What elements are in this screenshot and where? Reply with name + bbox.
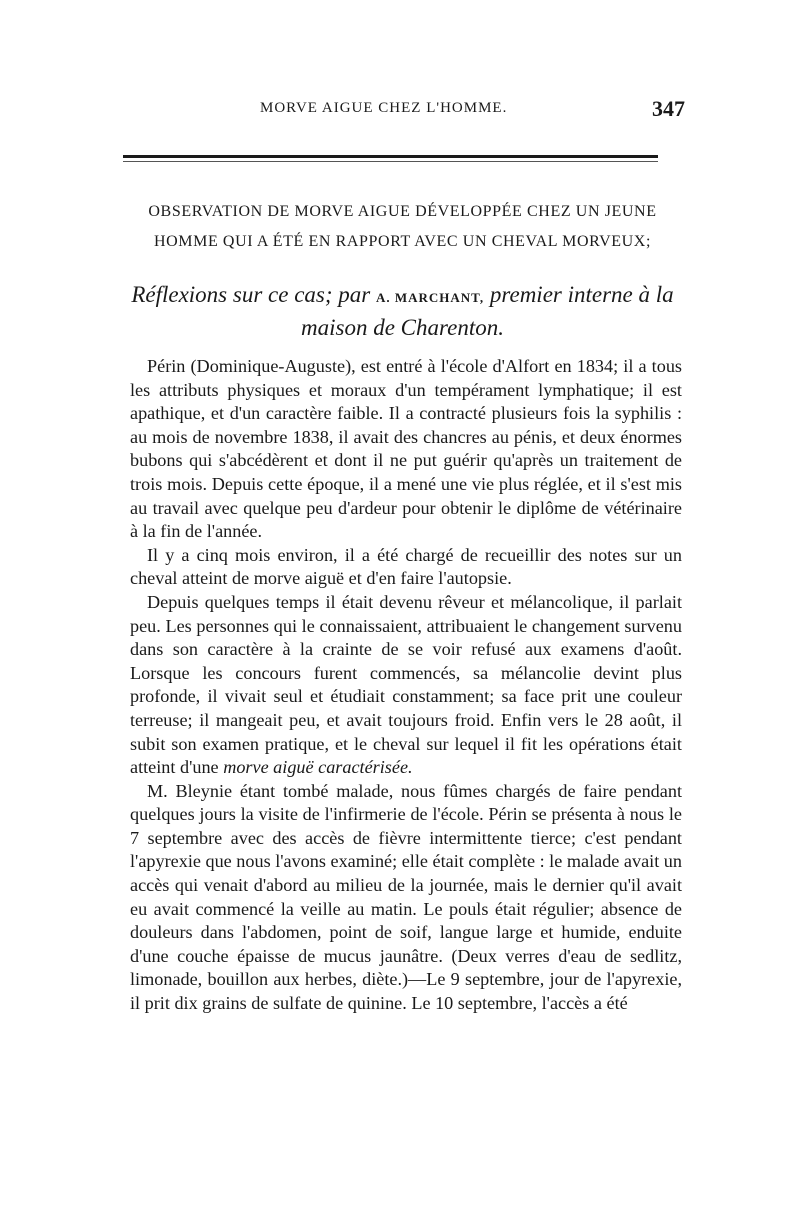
byline-prefix: Réflexions sur ce cas; par [131,282,371,307]
paragraph: Périn (Dominique-Auguste), est entré à l'école d'Alfort en 1834; il a tous les attributs physiques et moraux d'un tempérament lymphatique; il est apathique, et d'un caractère faible. Il a contracté plusieurs fois la syphilis : au mois de novembre 1838, il avait des chancres au pénis, et deux énormes bubons qui s'abcédèrent et dont il ne put guérir qu'après un traitement de trois mois. Depuis cette époque, il a mené une vie plus réglée, et il s'est mis au travail avec quelque peu d'ardeur pour obtenir le diplôme de vétérinaire à la fin de l'année. [130,356,682,542]
running-title: MORVE AIGUE CHEZ L'HOMME. [260,100,508,116]
header-rule-thin [123,161,658,162]
byline [125,280,680,343]
body-text [130,355,682,1016]
paragraph [130,591,682,780]
header-rule-thick [123,155,658,158]
paragraph: Il y a cinq mois environ, il a été chargé de recueillir des notes sur un cheval atteint de morve aiguë et d'en faire l'autopsie. [130,544,682,589]
byline-suffix: premier interne à la maison de Charenton. [301,282,674,340]
running-head [125,96,685,124]
paragraph-text: Depuis quelques temps il était devenu rêveur et mélancolique, il parlait peu. Les personnes qui le connaissaient, attribuaient le changement survenu dans son caractère à la crainte de se voir refusé aux examens d'août. Lorsque les concours furent commencés, sa mélancolie devint plus profonde, il vivait seul et étudiait constamment; sa face prit une couleur terreuse; il mangeait peu, et avait toujours froid. Enfin vers le 28 août, il subit son examen pratique, et le cheval sur lequel il fit les opérations était atteint d'une [130,591,682,778]
paragraph-emphasis: morve aiguë caractérisée. [223,757,413,778]
paragraph: M. Bleynie étant tombé malade, nous fûmes chargés de faire pendant quelques jours la visite de l'infirmerie de l'école. Périn se présenta à nous le 7 septembre avec des accès de fièvre intermittente tierce; c'est pendant l'apyrexie que nous l'avons examiné; elle était complète : le malade avait un accès qui venait d'abord au milieu de la journée, mais le dernier qu'il avait eu avait commencé la veille au matin. Le pouls était régulier; absence de douleurs dans l'abdomen, point de soif, langue large et humide, enduite d'une couche épaisse de mucus jaunâtre. (Deux verres d'eau de sedlitz, limonade, bouillon aux herbes, diète.)—Le 9 septembre, jour de l'apyrexie, il prit dix grains de sulfate de quinine. Le 10 septembre, l'accès a été [130,780,682,1014]
author-name: A. MARCHANT, [375,290,485,305]
page-number: 347 [652,96,685,121]
article-title: OBSERVATION DE MORVE AIGUE DÉVELOPPÉE CHEZ UN JEUNE HOMME QUI A ÉTÉ EN RAPPORT AVEC UN CHEVAL MORVEUX; [148,203,657,250]
